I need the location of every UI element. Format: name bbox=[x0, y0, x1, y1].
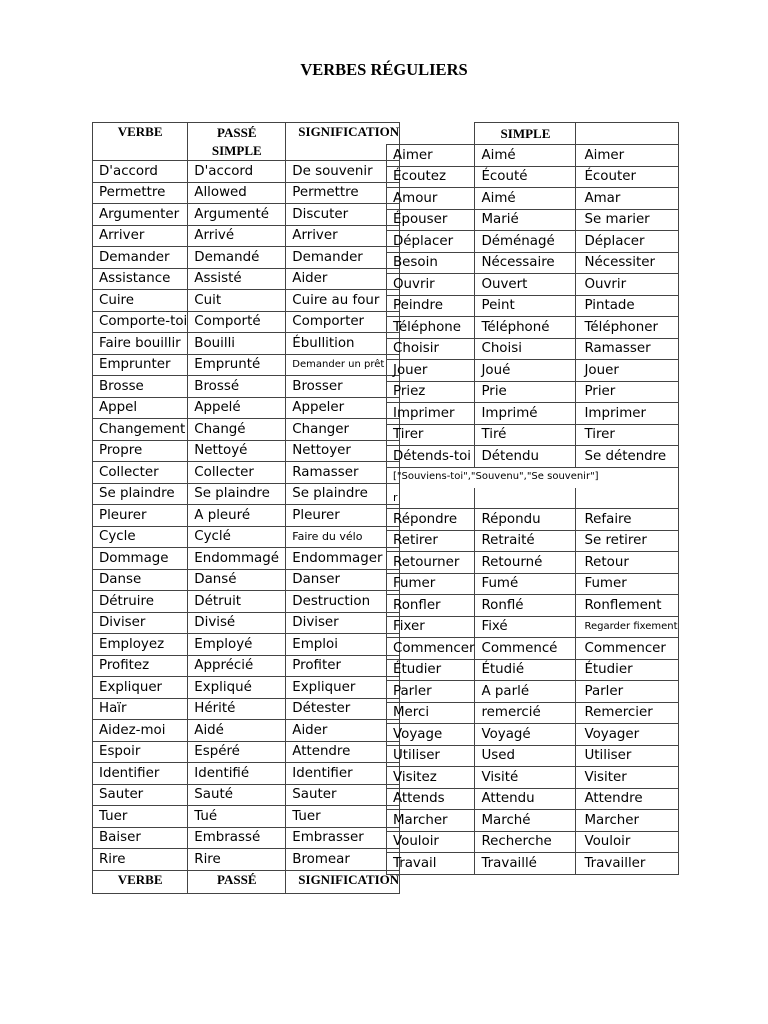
verbe-cell: Peindre bbox=[387, 295, 475, 317]
verbe-cell: Demander bbox=[93, 247, 188, 269]
verbe-cell: Assistance bbox=[93, 268, 188, 290]
signification-cell: Fumer bbox=[576, 573, 678, 595]
verbe-cell: Écoutez bbox=[387, 166, 475, 188]
verbe-cell: Répondre bbox=[387, 509, 475, 531]
table-row bbox=[93, 763, 400, 785]
signification-cell: Aimer bbox=[576, 145, 678, 167]
signification-cell: Étudier bbox=[576, 659, 678, 681]
passe-cell: Se plaindre bbox=[188, 483, 286, 505]
verbe-cell: Besoin bbox=[387, 252, 475, 274]
verbe-cell: Choisir bbox=[387, 338, 475, 360]
signification-cell: Ramasser bbox=[286, 462, 400, 484]
signification-cell: Voyager bbox=[576, 724, 678, 746]
table-row bbox=[93, 548, 400, 570]
passe-cell: Retraité bbox=[475, 530, 576, 552]
passe-cell: Fumé bbox=[475, 573, 576, 595]
signification-cell: De souvenir bbox=[286, 161, 400, 183]
table-row bbox=[93, 526, 400, 548]
passe-cell: Embrassé bbox=[188, 827, 286, 849]
passe-cell: Imprimé bbox=[475, 403, 576, 425]
signification-cell: Identifier bbox=[286, 763, 400, 785]
table-row bbox=[93, 505, 400, 527]
table-row bbox=[93, 741, 400, 763]
signification-cell: Déplacer bbox=[576, 231, 678, 253]
table-row bbox=[93, 720, 400, 742]
signification-cell: Se marier bbox=[576, 209, 678, 231]
passe-cell: Endommagé bbox=[188, 548, 286, 570]
verbe-cell: Retirer bbox=[387, 530, 475, 552]
passe-cell: Bouilli bbox=[188, 333, 286, 355]
signification-cell: Vouloir bbox=[576, 831, 678, 853]
table-row bbox=[387, 788, 679, 810]
right-table-body bbox=[387, 145, 679, 875]
passe-cell: Détruit bbox=[188, 591, 286, 613]
signification-cell: Détester bbox=[286, 698, 400, 720]
signification-cell: Bromear bbox=[286, 849, 400, 871]
passe-cell: Fixé bbox=[475, 616, 576, 638]
note-row bbox=[387, 467, 679, 488]
verbe-cell: Parler bbox=[387, 681, 475, 703]
passe-cell: Nettoyé bbox=[188, 440, 286, 462]
table-row bbox=[93, 806, 400, 828]
signification-cell: Aider bbox=[286, 720, 400, 742]
verbe-cell: Argumenter bbox=[93, 204, 188, 226]
signification-cell: Embrasser bbox=[286, 827, 400, 849]
verbe-cell: Arriver bbox=[93, 225, 188, 247]
verbe-cell: Jouer bbox=[387, 360, 475, 382]
table-row bbox=[387, 573, 679, 595]
table-row bbox=[93, 784, 400, 806]
right-verb-table bbox=[386, 122, 679, 875]
table-row bbox=[93, 290, 400, 312]
passe-cell: Ronflé bbox=[475, 595, 576, 617]
table-row bbox=[93, 827, 400, 849]
table-row bbox=[93, 311, 400, 333]
left-table-footer bbox=[93, 870, 400, 893]
passe-cell: A parlé bbox=[475, 681, 576, 703]
signification-cell: Marcher bbox=[576, 810, 678, 832]
verbe-cell: Haïr bbox=[93, 698, 188, 720]
passe-cell: Joué bbox=[475, 360, 576, 382]
passe-cell: Nécessaire bbox=[475, 252, 576, 274]
passe-cell: Used bbox=[475, 745, 576, 767]
verbe-cell: Amour bbox=[387, 188, 475, 210]
table-row bbox=[93, 419, 400, 441]
passe-cell: Dansé bbox=[188, 569, 286, 591]
signification-cell: Écouter bbox=[576, 166, 678, 188]
verbe-cell: Identifier bbox=[93, 763, 188, 785]
table-row bbox=[387, 381, 679, 403]
right-header-empty-1 bbox=[387, 123, 475, 145]
signification-cell: Tirer bbox=[576, 424, 678, 446]
passe-cell: Peint bbox=[475, 295, 576, 317]
table-row bbox=[387, 681, 679, 703]
table-row bbox=[387, 509, 679, 531]
passe-cell: Brossé bbox=[188, 376, 286, 398]
table-row bbox=[387, 616, 679, 638]
passe-cell: Travaillé bbox=[475, 853, 576, 875]
passe-cell: Rire bbox=[188, 849, 286, 871]
signification-cell: Ramasser bbox=[576, 338, 678, 360]
passe-cell: Choisi bbox=[475, 338, 576, 360]
passe-cell: Ouvert bbox=[475, 274, 576, 296]
table-row bbox=[387, 745, 679, 767]
signification-cell: Tuer bbox=[286, 806, 400, 828]
table-row bbox=[93, 268, 400, 290]
table-row bbox=[387, 446, 679, 468]
passe-cell: Cyclé bbox=[188, 526, 286, 548]
verbe-cell: Dommage bbox=[93, 548, 188, 570]
verbe-cell: Tuer bbox=[93, 806, 188, 828]
table-row bbox=[387, 530, 679, 552]
signification-cell: Refaire bbox=[576, 509, 678, 531]
verbe-cell: Diviser bbox=[93, 612, 188, 634]
passe-cell: Attendu bbox=[475, 788, 576, 810]
verbe-cell: Vouloir bbox=[387, 831, 475, 853]
table-row bbox=[93, 397, 400, 419]
signification-cell: Nécessiter bbox=[576, 252, 678, 274]
passe-cell: Comporté bbox=[188, 311, 286, 333]
signification-cell: Destruction bbox=[286, 591, 400, 613]
passe-cell: Voyagé bbox=[475, 724, 576, 746]
signification-cell: Permettre bbox=[286, 182, 400, 204]
verbe-cell: Profitez bbox=[93, 655, 188, 677]
signification-cell: Faire du vélo bbox=[286, 526, 400, 548]
header-signification: SIGNIFICATION bbox=[286, 123, 400, 161]
table-row bbox=[93, 376, 400, 398]
signification-cell: Appeler bbox=[286, 397, 400, 419]
signification-cell: Demander bbox=[286, 247, 400, 269]
header-verbe: VERBE bbox=[93, 123, 188, 161]
passe-cell: Tué bbox=[188, 806, 286, 828]
signification-cell: Regarder fixement bbox=[576, 616, 678, 638]
verbe-cell: Cuire bbox=[93, 290, 188, 312]
note-row bbox=[387, 488, 679, 509]
table-row bbox=[387, 424, 679, 446]
passe-cell: Employé bbox=[188, 634, 286, 656]
signification-cell: Se détendre bbox=[576, 446, 678, 468]
verbe-cell: Propre bbox=[93, 440, 188, 462]
signification-cell: Ébullition bbox=[286, 333, 400, 355]
table-row bbox=[387, 724, 679, 746]
table-row bbox=[387, 552, 679, 574]
table-row bbox=[387, 403, 679, 425]
passe-cell: Aidé bbox=[188, 720, 286, 742]
verbe-cell: Comporte-toi bbox=[93, 311, 188, 333]
table-row bbox=[387, 659, 679, 681]
verbe-cell: Fumer bbox=[387, 573, 475, 595]
passe-cell: Argumenté bbox=[188, 204, 286, 226]
passe-cell: Détendu bbox=[475, 446, 576, 468]
table-row bbox=[387, 360, 679, 382]
table-row bbox=[387, 166, 679, 188]
signification-cell: Attendre bbox=[576, 788, 678, 810]
passe-cell: Aimé bbox=[475, 145, 576, 167]
table-row bbox=[387, 188, 679, 210]
verbe-cell: Pleurer bbox=[93, 505, 188, 527]
passe-cell: Téléphoné bbox=[475, 317, 576, 339]
passe-cell: Visité bbox=[475, 767, 576, 789]
signification-cell: Demander un prêt bbox=[286, 354, 400, 376]
header-passe-simple bbox=[188, 123, 286, 161]
verbe-cell: Sauter bbox=[93, 784, 188, 806]
table-row bbox=[387, 317, 679, 339]
passe-cell: Étudié bbox=[475, 659, 576, 681]
signification-cell: Se plaindre bbox=[286, 483, 400, 505]
table-row bbox=[93, 354, 400, 376]
verbe-cell: Espoir bbox=[93, 741, 188, 763]
passe-cell: Retourné bbox=[475, 552, 576, 574]
signification-cell: Amar bbox=[576, 188, 678, 210]
passe-cell: Arrivé bbox=[188, 225, 286, 247]
signification-cell: Pleurer bbox=[286, 505, 400, 527]
signification-cell: Utiliser bbox=[576, 745, 678, 767]
signification-cell: Emploi bbox=[286, 634, 400, 656]
table-row bbox=[387, 274, 679, 296]
passe-cell: A pleuré bbox=[188, 505, 286, 527]
passe-cell: remercié bbox=[475, 702, 576, 724]
table-row bbox=[93, 225, 400, 247]
table-row bbox=[93, 849, 400, 871]
table-row bbox=[93, 182, 400, 204]
verbe-cell: Visitez bbox=[387, 767, 475, 789]
table-row bbox=[387, 338, 679, 360]
signification-cell: Travailler bbox=[576, 853, 678, 875]
table-row bbox=[387, 853, 679, 875]
signification-cell: Ouvrir bbox=[576, 274, 678, 296]
table-row bbox=[93, 161, 400, 183]
passe-cell: Apprécié bbox=[188, 655, 286, 677]
left-table-body bbox=[93, 161, 400, 871]
verbe-cell: Se plaindre bbox=[93, 483, 188, 505]
verbe-cell: Ronfler bbox=[387, 595, 475, 617]
verbe-cell: Commencer bbox=[387, 638, 475, 660]
right-table-header bbox=[387, 123, 679, 145]
signification-cell: Sauter bbox=[286, 784, 400, 806]
verbe-cell: Merci bbox=[387, 702, 475, 724]
verbe-cell: Détends-toi bbox=[387, 446, 475, 468]
verbe-cell: Déplacer bbox=[387, 231, 475, 253]
header-passe-simple-label: PASSÉ SIMPLE bbox=[211, 125, 262, 158]
table-row bbox=[387, 145, 679, 167]
verbe-cell: Épouser bbox=[387, 209, 475, 231]
signification-cell: Visiter bbox=[576, 767, 678, 789]
signification-cell: Brosser bbox=[286, 376, 400, 398]
signification-cell: Expliquer bbox=[286, 677, 400, 699]
verbe-cell: Aidez-moi bbox=[93, 720, 188, 742]
note-empty-cell bbox=[576, 488, 678, 509]
signification-cell: Discuter bbox=[286, 204, 400, 226]
note-empty-cell bbox=[475, 488, 576, 509]
verbe-cell: Détruire bbox=[93, 591, 188, 613]
right-header-empty-2 bbox=[576, 123, 678, 145]
note-text: ["Souviens-toi","Souvenu","Se souvenir"] bbox=[387, 467, 679, 488]
footer-passe: PASSÉ bbox=[188, 870, 286, 893]
signification-cell: Profiter bbox=[286, 655, 400, 677]
table-row bbox=[387, 702, 679, 724]
table-row bbox=[93, 655, 400, 677]
table-row bbox=[93, 612, 400, 634]
verbe-cell: Attends bbox=[387, 788, 475, 810]
signification-cell: Remercier bbox=[576, 702, 678, 724]
table-row bbox=[93, 204, 400, 226]
passe-cell: Déménagé bbox=[475, 231, 576, 253]
signification-cell: Prier bbox=[576, 381, 678, 403]
passe-cell: Espéré bbox=[188, 741, 286, 763]
signification-cell: Cuire au four bbox=[286, 290, 400, 312]
verbe-cell: Collecter bbox=[93, 462, 188, 484]
verbe-cell: Travail bbox=[387, 853, 475, 875]
signification-cell: Comporter bbox=[286, 311, 400, 333]
passe-cell: Commencé bbox=[475, 638, 576, 660]
verbe-cell: Danse bbox=[93, 569, 188, 591]
table-row bbox=[93, 247, 400, 269]
verbe-cell: Appel bbox=[93, 397, 188, 419]
passe-cell: Prie bbox=[475, 381, 576, 403]
table-row bbox=[387, 295, 679, 317]
passe-cell: Emprunté bbox=[188, 354, 286, 376]
table-row bbox=[93, 569, 400, 591]
verbe-cell: Aimer bbox=[387, 145, 475, 167]
verbe-cell: Tirer bbox=[387, 424, 475, 446]
signification-cell: Endommager bbox=[286, 548, 400, 570]
signification-cell: Jouer bbox=[576, 360, 678, 382]
signification-cell: Ronflement bbox=[576, 595, 678, 617]
verbe-cell: Changement bbox=[93, 419, 188, 441]
passe-cell: Collecter bbox=[188, 462, 286, 484]
signification-cell: Parler bbox=[576, 681, 678, 703]
verbe-cell: Faire bouillir bbox=[93, 333, 188, 355]
table-row bbox=[93, 440, 400, 462]
signification-cell: Attendre bbox=[286, 741, 400, 763]
table-row bbox=[387, 209, 679, 231]
verbe-cell: Fixer bbox=[387, 616, 475, 638]
passe-cell: D'accord bbox=[188, 161, 286, 183]
passe-cell: Demandé bbox=[188, 247, 286, 269]
passe-cell: Aimé bbox=[475, 188, 576, 210]
table-row bbox=[387, 810, 679, 832]
passe-cell: Marché bbox=[475, 810, 576, 832]
table-row bbox=[93, 483, 400, 505]
passe-cell: Hérité bbox=[188, 698, 286, 720]
passe-cell: Expliqué bbox=[188, 677, 286, 699]
verbe-cell: Emprunter bbox=[93, 354, 188, 376]
signification-cell: Retour bbox=[576, 552, 678, 574]
table-row bbox=[387, 831, 679, 853]
verbe-cell: Marcher bbox=[387, 810, 475, 832]
signification-cell: Imprimer bbox=[576, 403, 678, 425]
right-header-simple: SIMPLE bbox=[475, 123, 576, 145]
verbe-cell: Étudier bbox=[387, 659, 475, 681]
verbe-cell: Retourner bbox=[387, 552, 475, 574]
verbe-cell: Utiliser bbox=[387, 745, 475, 767]
signification-cell: Arriver bbox=[286, 225, 400, 247]
table-row bbox=[387, 252, 679, 274]
signification-cell: Se retirer bbox=[576, 530, 678, 552]
footer-verbe: VERBE bbox=[93, 870, 188, 893]
passe-cell: Marié bbox=[475, 209, 576, 231]
signification-cell: Commencer bbox=[576, 638, 678, 660]
table-row bbox=[387, 638, 679, 660]
table-row bbox=[93, 462, 400, 484]
passe-cell: Changé bbox=[188, 419, 286, 441]
signification-cell: Nettoyer bbox=[286, 440, 400, 462]
signification-cell: Danser bbox=[286, 569, 400, 591]
table-row bbox=[387, 231, 679, 253]
signification-cell: Changer bbox=[286, 419, 400, 441]
verbe-cell: Priez bbox=[387, 381, 475, 403]
passe-cell: Tiré bbox=[475, 424, 576, 446]
verbe-cell: Rire bbox=[93, 849, 188, 871]
passe-cell: Identifié bbox=[188, 763, 286, 785]
verbe-cell: Permettre bbox=[93, 182, 188, 204]
verbe-cell: Voyage bbox=[387, 724, 475, 746]
verbe-cell: Baiser bbox=[93, 827, 188, 849]
page-title: VERBES RÉGULIERS bbox=[300, 60, 468, 79]
passe-cell: Cuit bbox=[188, 290, 286, 312]
passe-cell: Allowed bbox=[188, 182, 286, 204]
passe-cell: Répondu bbox=[475, 509, 576, 531]
verbe-cell: Ouvrir bbox=[387, 274, 475, 296]
verbe-cell: Employez bbox=[93, 634, 188, 656]
passe-cell: Écouté bbox=[475, 166, 576, 188]
verbe-cell: Expliquer bbox=[93, 677, 188, 699]
verbe-cell: D'accord bbox=[93, 161, 188, 183]
signification-cell: Aider bbox=[286, 268, 400, 290]
table-row bbox=[93, 634, 400, 656]
note-continuation: r bbox=[387, 488, 475, 509]
signification-cell: Diviser bbox=[286, 612, 400, 634]
table-row bbox=[387, 767, 679, 789]
verbe-cell: Imprimer bbox=[387, 403, 475, 425]
table-row bbox=[387, 595, 679, 617]
passe-cell: Assisté bbox=[188, 268, 286, 290]
footer-signification: SIGNIFICATION bbox=[286, 870, 400, 893]
verbe-cell: Cycle bbox=[93, 526, 188, 548]
table-row bbox=[93, 591, 400, 613]
table-row bbox=[93, 677, 400, 699]
table-row bbox=[93, 698, 400, 720]
passe-cell: Appelé bbox=[188, 397, 286, 419]
left-verb-table bbox=[92, 122, 400, 894]
signification-cell: Téléphoner bbox=[576, 317, 678, 339]
verbe-cell: Brosse bbox=[93, 376, 188, 398]
signification-cell: Pintade bbox=[576, 295, 678, 317]
passe-cell: Recherche bbox=[475, 831, 576, 853]
table-row bbox=[93, 333, 400, 355]
verbe-cell: Téléphone bbox=[387, 317, 475, 339]
passe-cell: Divisé bbox=[188, 612, 286, 634]
passe-cell: Sauté bbox=[188, 784, 286, 806]
